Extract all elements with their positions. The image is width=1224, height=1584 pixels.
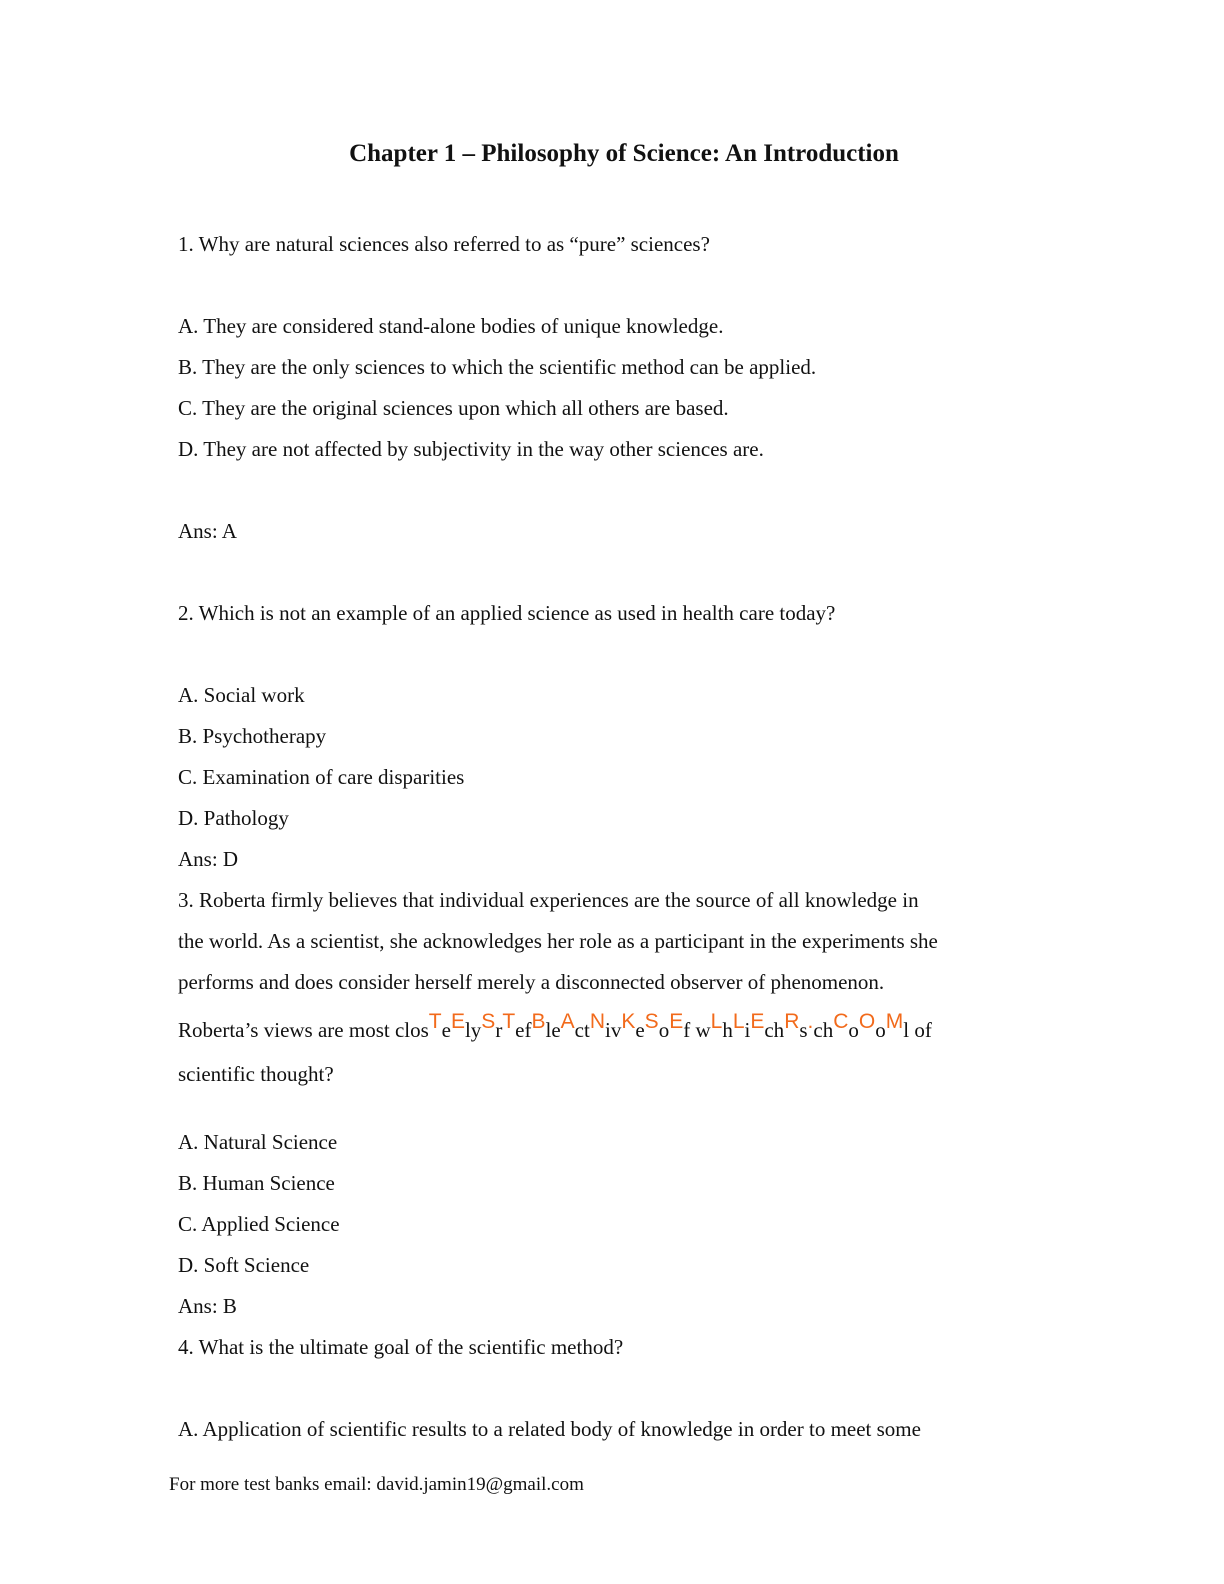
watermark-letter: E (450, 1010, 465, 1033)
footer-first-letter: F (169, 1474, 180, 1495)
question-3-stem-line-4-end: l of (903, 1018, 932, 1042)
overlap-fragment: i (744, 1018, 751, 1042)
watermark-letter: C (833, 1010, 849, 1033)
overlap-fragment: o (875, 1018, 886, 1042)
overlap-fragment: ef (515, 1018, 532, 1042)
question-3-stem-line-4-with-watermark (178, 1010, 932, 1045)
question-3-stem-line-1: 3. Roberta firmly believes that individual experiences are the source of all knowledge in (178, 888, 919, 912)
question-1-answer: Ans: A (178, 519, 237, 543)
question-2-option-b: B. Psychotherapy (178, 724, 327, 748)
watermark-letter: M (885, 1010, 904, 1033)
question-3-stem-line-5: scientific thought? (178, 1062, 334, 1086)
overlap-fragment: iv (604, 1018, 622, 1042)
overlap-fragment: f w (683, 1018, 711, 1042)
overlap-fragment: o (848, 1018, 859, 1042)
overlap-fragment: ch (813, 1018, 834, 1042)
question-4-stem: 4. What is the ultimate goal of the scientific method? (178, 1335, 624, 1359)
watermark-letter: B (531, 1010, 546, 1033)
question-3-stem-line-2: the world. As a scientist, she acknowledges her role as a participant in the experiments she (178, 929, 938, 953)
question-3-option-b: B. Human Science (178, 1171, 335, 1195)
question-3-stem-line-3: performs and does consider herself merely a disconnected observer of phenomenon. (178, 970, 885, 994)
question-3-option-c: C. Applied Science (178, 1212, 340, 1236)
watermark-letter: N (589, 1010, 605, 1033)
question-3-stem-line-4-start: Roberta’s views are most clos (178, 1018, 429, 1042)
question-3-option-d: D. Soft Science (178, 1253, 310, 1277)
footer-text: or more test banks email: david.jamin19@gmail.com (179, 1474, 584, 1495)
watermark-letter: . (807, 1010, 814, 1033)
overlap-fragment: ly (464, 1018, 482, 1042)
watermark-letter: T (502, 1010, 516, 1033)
overlap-fragment: s (799, 1018, 808, 1042)
watermark-letter: S (481, 1010, 496, 1033)
watermark-letter: A (560, 1010, 575, 1033)
question-2-stem: 2. Which is not an example of an applied science as used in health care today? (178, 601, 836, 625)
question-2-answer: Ans: D (178, 847, 239, 871)
question-3-option-a: A. Natural Science (178, 1130, 338, 1154)
watermark-letter: E (669, 1010, 684, 1033)
overlap-fragment: ch (764, 1018, 785, 1042)
watermark-letter: K (621, 1010, 636, 1033)
page-title: Chapter 1 – Philosophy of Science: An Introduction (349, 140, 899, 167)
question-3-answer: Ans: B (178, 1294, 237, 1318)
watermark-letter: L (710, 1010, 723, 1033)
question-2-option-c: C. Examination of care disparities (178, 765, 465, 789)
question-1-stem: 1. Why are natural sciences also referred to as “pure” sciences? (178, 232, 710, 256)
overlap-fragment: e (635, 1018, 645, 1042)
overlap-fragment: e (441, 1018, 451, 1042)
question-2-option-a: A. Social work (178, 683, 305, 707)
watermark-letter: S (644, 1010, 659, 1033)
question-1-option-c: C. They are the original sciences upon which all others are based. (178, 396, 729, 420)
watermark-letter: O (858, 1010, 876, 1033)
watermark-letter: L (732, 1010, 745, 1033)
question-1-option-a: A. They are considered stand-alone bodies of unique knowledge. (178, 314, 724, 338)
watermark-letter: E (750, 1010, 765, 1033)
overlap-fragment: r (495, 1018, 503, 1042)
footer-contact (169, 1474, 584, 1496)
overlap-fragment: le (545, 1018, 561, 1042)
question-1-option-d: D. They are not affected by subjectivity in the way other sciences are. (178, 437, 764, 461)
watermark-letter: T (428, 1010, 442, 1033)
overlap-fragment: ct (574, 1018, 590, 1042)
watermark-letter: R (784, 1010, 800, 1033)
overlap-fragment: o (658, 1018, 670, 1042)
question-1-option-b: B. They are the only sciences to which the scientific method can be applied. (178, 355, 817, 379)
question-2-option-d: D. Pathology (178, 806, 289, 830)
question-4-option-a: A. Application of scientific results to a related body of knowledge in order to meet some (178, 1417, 921, 1441)
overlap-fragment: h (722, 1018, 733, 1042)
